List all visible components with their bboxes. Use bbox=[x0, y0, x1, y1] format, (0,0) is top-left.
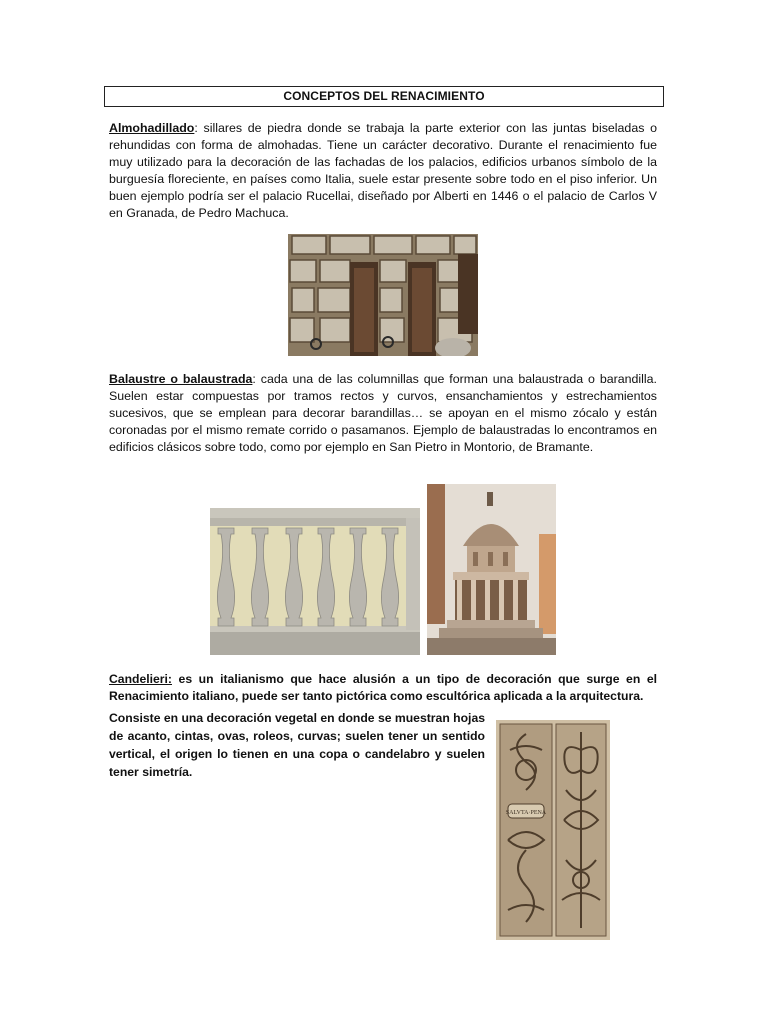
section-almohadillado bbox=[109, 120, 657, 222]
candelieri-inscription: SALVTA·PENA bbox=[505, 810, 547, 816]
page-title: CONCEPTOS DEL RENACIMIENTO bbox=[104, 86, 664, 107]
almohadillado-image bbox=[288, 234, 478, 356]
definition-almohadillado: : sillares de piedra donde se trabaja la parte exterior con las juntas biseladas o rehundidas con forma de almohadas. Tiene un carácter decorativo. Durante el renacimiento fue muy utilizado para la decoración de las fachadas de los palacios, edificios urbanos símbolo de la burguesía floreciente, en países como Italia, suele estar presente sobre todo en el piso inferior. Un buen ejemplo podría ser el palacio Rucellai, diseñado por Alberti en 1446 o el palacio de Carlos V en Granada, de Pedro Machuca. bbox=[109, 121, 657, 220]
section-balaustrada bbox=[109, 371, 657, 456]
tempietto-image bbox=[427, 484, 556, 655]
definition-candelieri-continued: Consiste en una decoración vegetal en donde se muestran hojas de acanto, cintas, ovas, roleos, curvas; suelen tener un sentido vertical, el origen lo tienen en una copa o candelabro y suelen tener simetría. bbox=[109, 711, 485, 779]
candelieri-image bbox=[496, 720, 610, 940]
term-balaustrada: Balaustre o balaustrada bbox=[109, 372, 253, 386]
term-candelieri: Candelieri: bbox=[109, 672, 172, 686]
balaustrada-image bbox=[210, 508, 420, 655]
definition-candelieri: es un italianismo que hace alusión a un tipo de decoración que surge en el Renacimiento italiano, puede ser tanto pictórica como escultórica aplicada a la arquitectura. bbox=[109, 672, 657, 703]
term-almohadillado: Almohadillado bbox=[109, 121, 195, 135]
definition-balaustrada: : cada una de las columnillas que forman una balaustrada o barandilla. Suelen estar compuestas por tramos rectos y curvos, ensanchamientos y estrechamientos sucesivos, que se emplean para decorar barandillas… se apoyan en el mismo zócalo y están coronadas por el mismo remate corrido o pasamanos. Ejemplo de balaustradas lo encontramos en edificios clásicos sobre todo, como por ejemplo en San Pietro in Montorio, de Bramante. bbox=[109, 372, 657, 454]
section-candelieri bbox=[109, 671, 657, 705]
